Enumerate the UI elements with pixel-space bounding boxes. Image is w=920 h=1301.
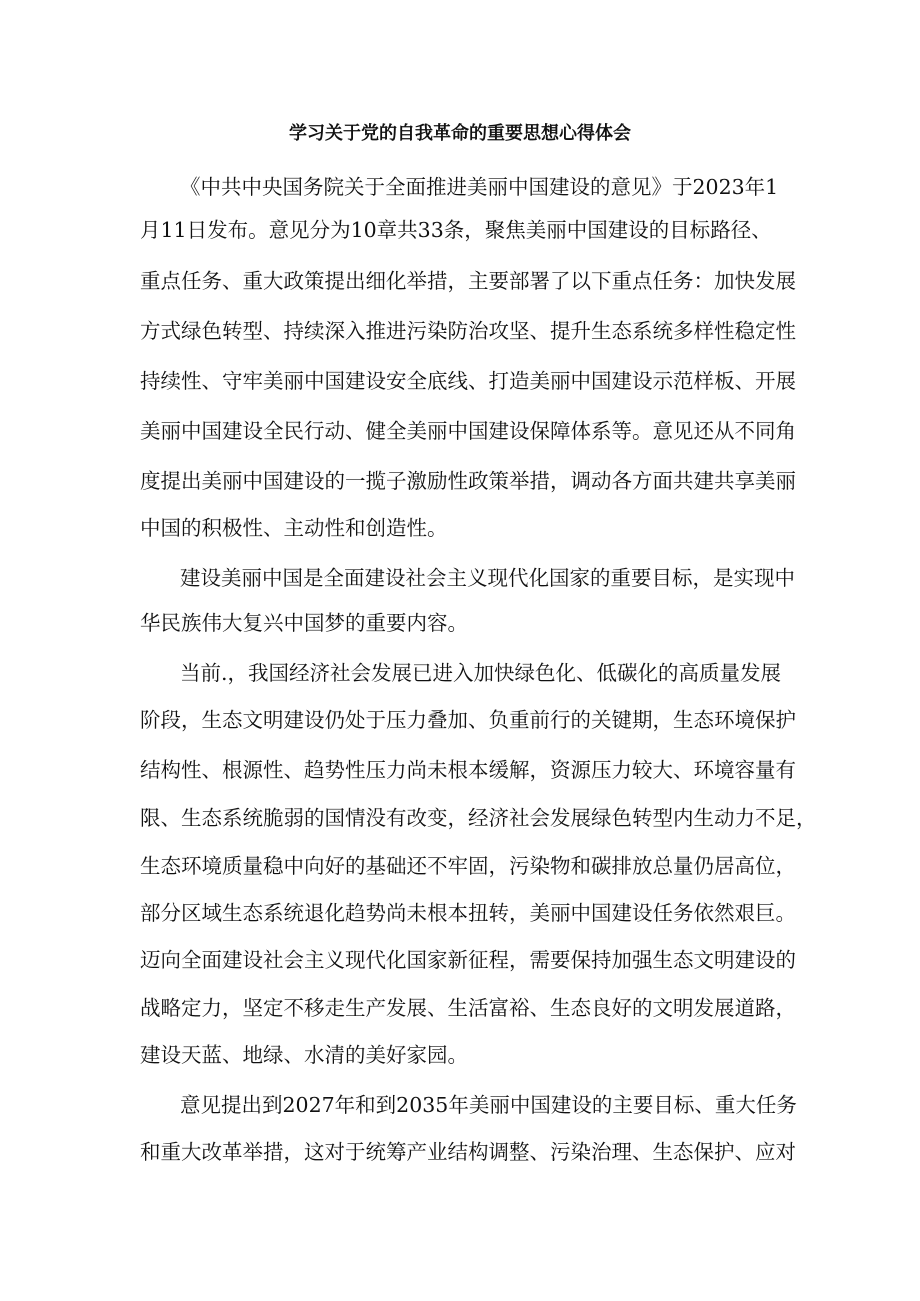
paragraph-3-line-3: 结构性、根源性、趋势性压力尚未根本缓解，资源压力较大、环境容量有: [140, 758, 796, 782]
paragraph-3-line-4: 限、生态系统脆弱的国情没有改变，经济社会发展绿色转型内生动力不足，: [140, 806, 817, 830]
paragraph-3-line-2: 阶段，生态文明建设仍处于压力叠加、负重前行的关键期，生态环境保护: [140, 708, 796, 732]
paragraph-1-line-2: 月11日发布。意见分为10章共33条，聚焦美丽中国建设的目标路径、: [140, 218, 772, 242]
paragraph-3-line-6: 部分区域生态系统退化趋势尚未根本扭转，美丽中国建设任务依然艰巨。: [140, 901, 796, 925]
paragraph-1-line-8: 中国的积极性、主动性和创造性。: [140, 516, 448, 540]
paragraph-3-line-9: 建设天蓝、地绿、水清的美好家园。: [140, 1043, 468, 1067]
paragraph-2-line-2: 华民族伟大复兴中国梦的重要内容。: [140, 611, 468, 635]
paragraph-2-line-1: 建设美丽中国是全面建设社会主义现代化国家的重要目标，是实现中: [180, 566, 795, 590]
document-title: 学习关于党的自我革命的重要思想心得体会: [289, 123, 631, 144]
paragraph-1-line-6: 美丽中国建设全民行动、健全美丽中国建设保障体系等。意见还从不同角: [140, 419, 796, 443]
paragraph-1-line-5: 持续性、守牢美丽中国建设安全底线、打造美丽中国建设示范样板、开展: [140, 369, 796, 393]
paragraph-1-line-3: 重点任务、重大政策提出细化举措，主要部署了以下重点任务：加快发展: [140, 269, 796, 293]
paragraph-1-line-7: 度提出美丽中国建设的一揽子激励性政策举措，调动各方面共建共享美丽: [140, 469, 796, 493]
paragraph-3-line-5: 生态环境质量稳中向好的基础还不牢固，污染物和碳排放总量仍居高位，: [140, 854, 796, 878]
paragraph-3-line-8: 战略定力，坚定不移走生产发展、生活富裕、生态良好的文明发展道路，: [140, 996, 796, 1020]
paragraph-4-line-2: 和重大改革举措，这对于统筹产业结构调整、污染治理、生态保护、应对: [140, 1140, 796, 1164]
paragraph-4-line-1: 意见提出到2027年和到2035年美丽中国建设的主要目标、重大任务: [180, 1093, 797, 1117]
paragraph-3-line-7: 迈向全面建设社会主义现代化国家新征程，需要保持加强生态文明建设的: [140, 948, 796, 972]
paragraph-1-line-1: 《中共中央国务院关于全面推进美丽中国建设的意见》于2023年1: [180, 175, 779, 199]
paragraph-3-line-1: 当前.，我国经济社会发展已进入加快绿色化、低碳化的高质量发展: [180, 661, 782, 685]
paragraph-1-line-4: 方式绿色转型、持续深入推进污染防治攻坚、提升生态系统多样性稳定性: [140, 319, 796, 343]
